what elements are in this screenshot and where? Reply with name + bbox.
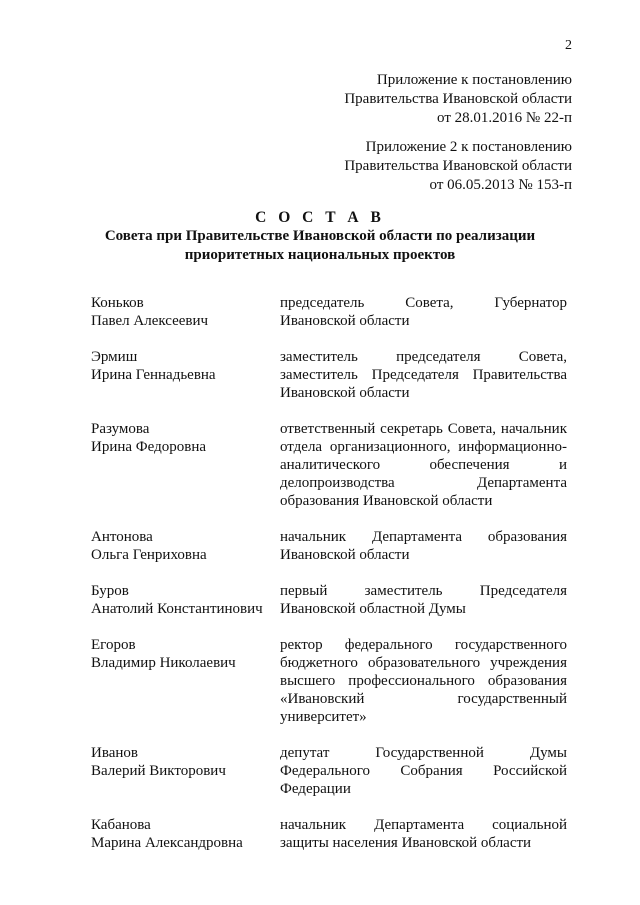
member-surname: Егоров: [91, 637, 136, 653]
members-list: [91, 294, 567, 852]
member-row: [91, 420, 567, 510]
member-role-line: Ивановской областной Думы: [280, 601, 466, 617]
member-row: [91, 636, 567, 726]
member-role-line: Федерального Собрания Российской: [280, 763, 567, 779]
appendix-note-1-line-2: Правительства Ивановской области: [344, 91, 572, 107]
member-role-line: председатель Совета, Губернатор: [280, 295, 567, 311]
member-given-names: Ирина Федоровна: [91, 439, 207, 455]
member-row: [91, 348, 567, 402]
appendix-note-2-line-2: Правительства Ивановской области: [344, 158, 572, 174]
member-row: [91, 744, 567, 798]
member-surname: Разумова: [91, 421, 150, 437]
member-row: [91, 816, 567, 852]
member-name: [91, 744, 280, 780]
member-role: [280, 420, 567, 510]
member-name: [91, 582, 280, 618]
appendix-note-1-line-1: Приложение к постановлению: [376, 72, 572, 88]
member-surname: Антонова: [91, 529, 153, 545]
appendix-note-1-line-3: от 28.01.2016 № 22-п: [437, 110, 572, 126]
member-role-line: первый заместитель Председателя: [280, 583, 567, 599]
appendix-note-2-line-1: Приложение 2 к постановлению: [365, 139, 572, 155]
member-role-line: Ивановской области: [280, 313, 410, 329]
member-role: [280, 294, 567, 330]
member-given-names: Ирина Геннадьевна: [91, 367, 216, 383]
member-role-line: образования Ивановской области: [280, 493, 493, 509]
member-surname: Коньков: [91, 295, 144, 311]
member-role-line: ответственный секретарь Совета, начальник: [280, 421, 567, 437]
member-role-line: начальник Департамента социальной: [280, 817, 567, 833]
member-role: [280, 582, 567, 618]
member-role-line: делопроизводства Департамента: [280, 475, 567, 491]
appendix-note-2: [344, 138, 572, 195]
heading-title: С О С Т А В: [255, 209, 385, 226]
member-name: [91, 348, 280, 384]
member-role-line: отдела организационного, информационно-: [280, 439, 567, 455]
member-surname: Кабанова: [91, 817, 151, 833]
member-name: [91, 420, 280, 456]
member-surname: Иванов: [91, 745, 138, 761]
appendix-note-1: [344, 71, 572, 128]
member-row: [91, 294, 567, 330]
member-role-line: бюджетного образовательного учреждения: [280, 655, 567, 671]
member-role: [280, 348, 567, 402]
member-given-names: Ольга Генриховна: [91, 547, 207, 563]
member-role: [280, 636, 567, 726]
member-role-line: «Ивановский государственный: [280, 691, 567, 707]
member-role-line: Ивановской области: [280, 547, 410, 563]
member-role-line: ректор федерального государственного: [280, 637, 567, 653]
member-surname: Эрмиш: [91, 349, 138, 365]
heading-subtitle-line-2: приоритетных национальных проектов: [184, 247, 456, 263]
member-role-line: высшего профессионального образования: [280, 673, 567, 689]
member-role-line: депутат Государственной Думы: [280, 745, 567, 761]
member-surname: Буров: [91, 583, 129, 599]
member-given-names: Анатолий Константинович: [91, 601, 263, 617]
member-role-line: заместитель Председателя Правительства: [280, 367, 567, 383]
member-role-line: начальник Департамента образования: [280, 529, 567, 545]
member-role-line: Федерации: [280, 781, 351, 797]
member-row: [91, 582, 567, 618]
member-name: [91, 636, 280, 672]
member-role: [280, 528, 567, 564]
member-given-names: Валерий Викторович: [91, 763, 226, 779]
member-role: [280, 816, 567, 852]
member-name: [91, 528, 280, 564]
heading-subtitle-line-1: Совета при Правительстве Ивановской области по реализации: [104, 228, 536, 244]
member-row: [91, 528, 567, 564]
member-role-line: Ивановской области: [280, 385, 410, 401]
member-role-line: заместитель председателя Совета,: [280, 349, 567, 365]
member-given-names: Владимир Николаевич: [91, 655, 236, 671]
appendix-note-2-line-3: от 06.05.2013 № 153-п: [429, 177, 572, 193]
member-name: [91, 294, 280, 330]
member-given-names: Марина Александровна: [91, 835, 243, 851]
member-role-line: защиты населения Ивановской области: [280, 835, 532, 851]
page-number: 2: [565, 38, 572, 53]
member-role-line: аналитического обеспечения и: [280, 457, 567, 473]
member-role-line: университет»: [280, 709, 367, 725]
member-given-names: Павел Алексеевич: [91, 313, 209, 329]
member-name: [91, 816, 280, 852]
document-heading: [60, 208, 580, 265]
member-role: [280, 744, 567, 798]
